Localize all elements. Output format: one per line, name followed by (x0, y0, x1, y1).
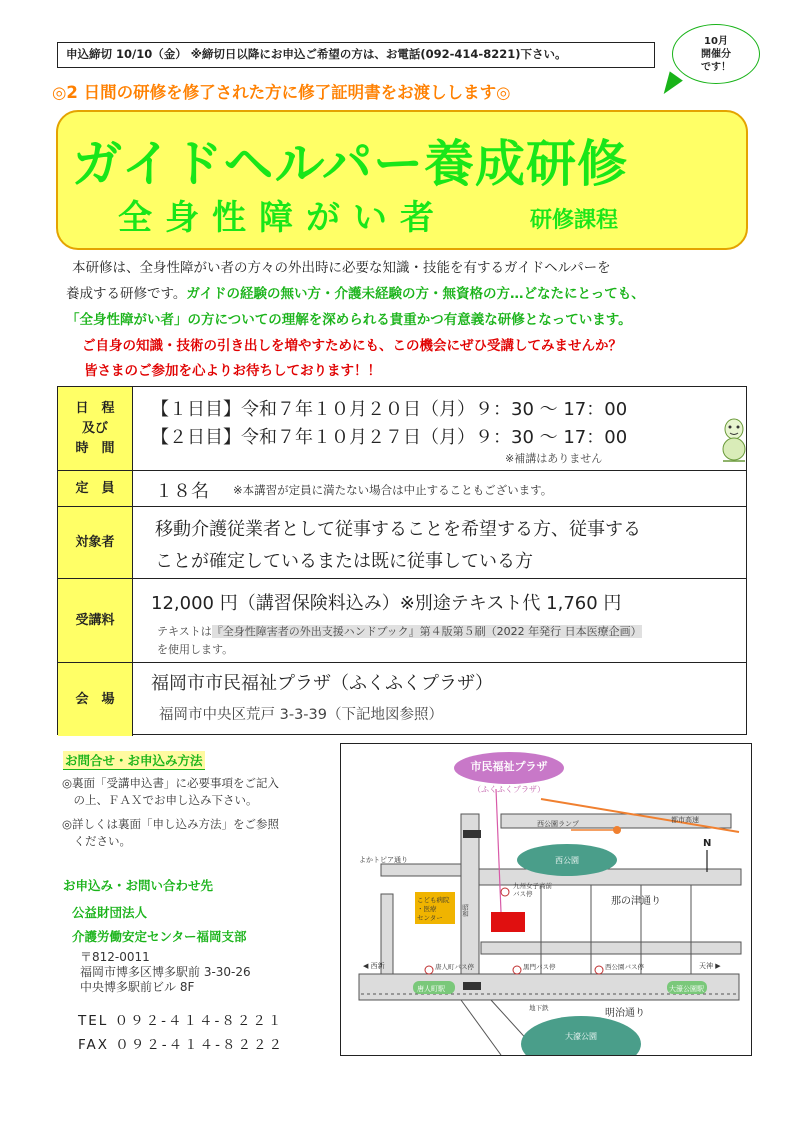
kodomo-label-2: ・医療 (417, 905, 437, 913)
nanotsu-label: 那の津通り (611, 896, 661, 907)
contact-line-4: ください。 (62, 834, 131, 848)
target-line-1: 移動介護従業者として従事することを希望する方、従事する (155, 519, 641, 540)
contact-heading: お問合せ・お申込み方法 (65, 753, 203, 768)
toshi-kosoku-label: 都市高速 (671, 816, 699, 824)
intro-line-3: 「全身性障がい者」の方についての理解を深められる貴重かつ有意義な研修となっています。 (66, 312, 632, 328)
plaza-sub-label: （ふくふくプラザ） (473, 785, 545, 794)
tel-number: TEL ０９２-４１４-８２２１ (78, 1013, 284, 1029)
nishikoen-label: 西公園 (555, 856, 579, 865)
plaza-pointer (496, 789, 501, 912)
lower-road (481, 942, 741, 954)
capacity-label: 定 員 (58, 471, 133, 506)
fee-value-cell (133, 579, 746, 662)
schedule-day-2: 【２日目】令和７年１０月２７日（月）９：30 ～ 17：00 (151, 427, 628, 448)
fee-text-suffix: を使用します。 (157, 643, 234, 656)
traffic-light-icon (463, 982, 481, 990)
contact-block-2 (62, 816, 279, 850)
certificate-note: ◎2 日間の研修を修了された方に修了証明書をお渡しします◎ (52, 83, 511, 102)
schedule-value (133, 387, 746, 470)
capacity-note: ※本講習が定員に満たない場合は中止することもございます。 (233, 483, 553, 497)
address-line-1: 福岡市博多区博多駅前 3-30-26 (80, 965, 251, 979)
schedule-row (58, 387, 746, 470)
org-address (80, 950, 251, 995)
map-svg (341, 744, 751, 1055)
kuromon-stop-label: 黒門バス停 (523, 963, 556, 971)
fee-text-prefix: テキストは (157, 625, 212, 638)
kodomo-label-1: こども病院 (417, 896, 450, 904)
intro-line-2-plain: 養成する研修です。 (66, 286, 187, 302)
schedule-label-1: 日 程 (75, 400, 115, 416)
address-line-2: 中央博多駅前ビル 8F (80, 980, 195, 994)
bus-stop-icon (595, 966, 603, 974)
target-label: 対象者 (58, 507, 133, 578)
fee-text-line (157, 623, 642, 639)
apply-heading: お申込み・お問い合わせ先 (63, 878, 214, 893)
bubble-line-1: 10月 (704, 36, 728, 47)
tojin-station-label: 唐人町駅 (417, 985, 445, 993)
kyushu-stop-2: バス停 (513, 890, 533, 898)
postal-code: 〒812-0011 (80, 950, 150, 964)
fee-value: 12,000 円（講習保険料込み）※別途テキスト代 1,760 円 (151, 593, 622, 614)
fee-label: 受講料 (58, 579, 133, 662)
shouwa-label: 昭和 (461, 904, 469, 917)
bus-stop-icon (425, 966, 433, 974)
fee-row (58, 578, 746, 662)
intro-line-2 (66, 284, 645, 304)
info-table (57, 386, 747, 735)
schedule-note: ※補講はありません (505, 452, 603, 465)
schedule-label-3: 時 間 (75, 440, 115, 456)
schedule-label (58, 387, 133, 470)
meiji-label: 明治通り (605, 1008, 645, 1019)
intro-line-5: 皆さまのご参加を心よりお待ちしております！！ (84, 363, 381, 379)
fax-number: FAX ０９２-４１４-８２２２ (78, 1037, 285, 1053)
kodomo-label-3: センター (417, 914, 443, 922)
schedule-label-2: 及び (81, 420, 108, 436)
nishikoen-ramp-label: 西公園ランプ (537, 820, 579, 828)
nishijin-label: ◀ 西新 (363, 962, 385, 970)
capacity-value-cell (133, 471, 746, 506)
org-name-1: 公益財団法人 (72, 905, 148, 920)
intro-line-2-green: ガイドの経験の無い方・介護未経験の方・無資格の方…どなたにとっても、 (186, 286, 645, 302)
north-label: N (703, 838, 712, 849)
venue-name: 福岡市市民福祉プラザ（ふくふくプラザ） (151, 673, 493, 694)
mascot-icon (718, 415, 750, 463)
ohori-park-label: 大濠公園 (565, 1032, 597, 1041)
schedule-day-1: 【１日目】令和７年１０月２０日（月）９：30 ～ 17：00 (151, 399, 628, 420)
traffic-light-icon (463, 830, 481, 838)
sub-title: 全身性障がい者 (118, 198, 447, 238)
capacity-row (58, 470, 746, 506)
bus-stop-icon (501, 888, 509, 896)
tojin-stop-label: 唐人町バス停 (435, 963, 474, 971)
nishikoen-stop-label: 西公園バス停 (605, 963, 644, 971)
bubble-line-3: です！ (701, 62, 731, 73)
contact-line-1: ◎裏面「受講申込書」に必要事項をご記入 (62, 776, 280, 790)
tenjin-label: 天神 ▶ (699, 962, 721, 970)
venue-value (133, 663, 746, 736)
contact-line-3: ◎詳しくは裏面「申し込み方法」をご参照 (62, 817, 280, 831)
fee-text-book: 『全身性障害者の外出支援ハンドブック』第４版第５刷（2022 年発行 日本医療企画） (211, 625, 642, 638)
contact-line-2: の上、ＦＡＸでお申し込み下さい。 (62, 793, 258, 807)
yokatopia-road (381, 864, 461, 876)
october-bubble (672, 24, 760, 84)
access-map (340, 743, 752, 1056)
target-value (133, 507, 746, 578)
bubble-line-2: 開催分 (701, 49, 731, 60)
sub-title-suffix: 研修課程 (530, 208, 619, 233)
kyushu-stop-1: 九州女子高前 (513, 882, 552, 890)
ohori-station-label: 大濠公園駅 (669, 985, 704, 993)
target-row (58, 506, 746, 578)
intro-line-4: ご自身の知識・技術の引き出しを増やすためにも、この機会にぜひ受講してみませんか？ (82, 338, 622, 354)
main-title: ガイドヘルパー養成研修 (72, 135, 628, 193)
street-line (461, 1000, 501, 1055)
plaza-building (491, 912, 525, 932)
venue-row (58, 662, 746, 736)
bus-stop-icon (513, 966, 521, 974)
capacity-value: １８名 (155, 481, 209, 502)
venue-address: 福岡市中央区荒戸 3-3-39（下記地図参照） (159, 707, 443, 723)
venue-label: 会 場 (58, 663, 133, 736)
target-line-2: ことが確定しているまたは既に従事している方 (155, 551, 533, 572)
intro-line-1: 本研修は、全身性障がい者の方々の外出時に必要な知識・技能を有するガイドヘルパーを (72, 260, 611, 276)
chikatetsu-label: 地下鉄 (529, 1004, 549, 1012)
org-name-2: 介護労働安定センター福岡支部 (72, 929, 247, 944)
plaza-label: 市民福祉プラザ (470, 760, 548, 773)
bubble-tail (657, 71, 683, 98)
yokatopia-label: よかトピア通り (359, 856, 408, 864)
deadline-notice: 申込締切 10/10（金） ※締切日以降にお申込ご希望の方は、お電話(092-414-8221)下さい。 (57, 42, 655, 68)
contact-block-1 (62, 775, 279, 809)
